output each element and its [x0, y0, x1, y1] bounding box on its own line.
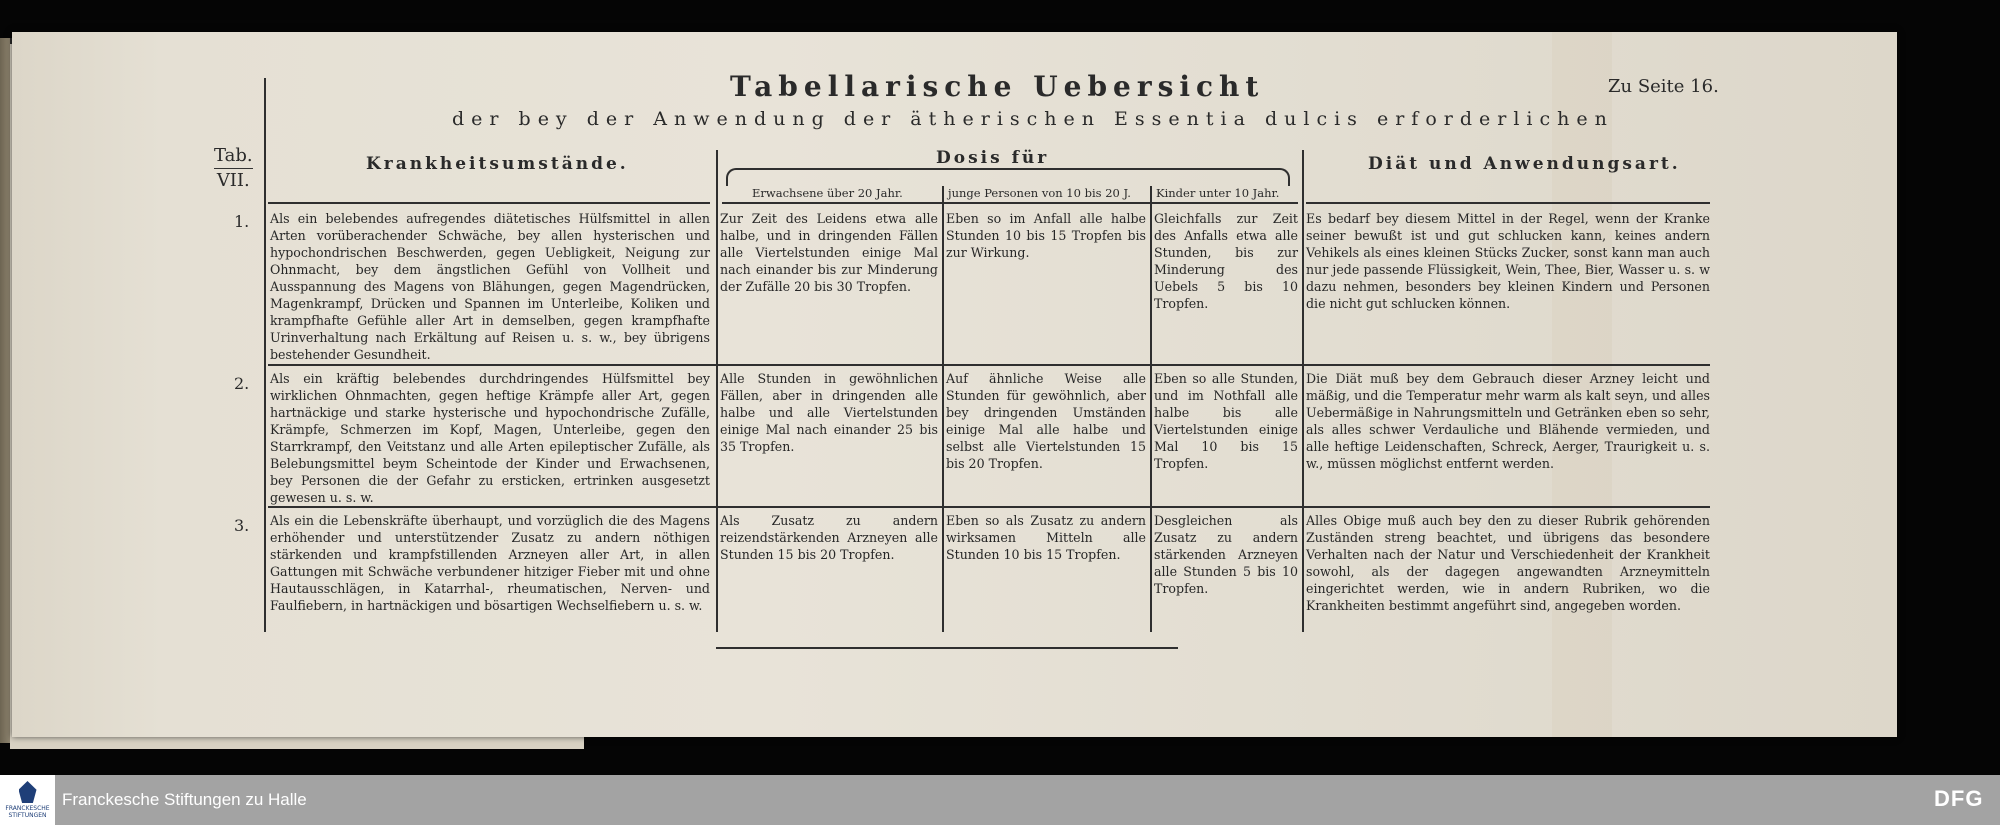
page-subtitle: der bey der Anwendung der ätherischen Essentia dulcis erforderlichen: [452, 108, 1614, 130]
institution-name: Franckesche Stiftungen zu Halle: [62, 790, 307, 809]
condition-cell: Als ein belebendes aufregendes diätetisches Hülfsmittel in allen Arten vorüberachender Schwäche, bey allen hysterischen und hypochondrischen Beschwerden, gegen Uebligkeit, Neigung zur Ohnmacht, bey dem ängstlichen Gefühl von Vollheit und Ausspannung des Magens von Blähungen, gegen Magendrücken, Magenkrampf, Drücken und Spannen im Unterleibe, Koliken und krampfhafte Gefühle aller Art in demselben, gegen krampfhafte Urinverhaltung nach Erkältung auf Reisen u. s. w., bey übrigens bestehender Gesundheit.: [270, 211, 710, 362]
condition-cell: Als ein kräftig belebendes durchdringendes Hülfsmittel bey wirklichen Ohnmachten, gegen heftige Krämpfe aller Art, gegen hartnäckige und starke hysterische und hypochondrische Zufälle, Krämpfe, Schmerzen im Kopf, Magen, Unterleibe, gegen den Starrkrampf, den Veitstanz und alle Arten epileptischer Zufälle, als Belebungsmittel beym Scheintode der Kinder und Erwachsenen, bey Personen die der Gefahr zu ersticken, ertrinken ausgesetzt gewesen u. s. w.: [270, 371, 710, 505]
diet-cell: Es bedarf bey diesem Mittel in der Regel, wenn der Kranke seiner bewußt ist und gut schlucken kann, keines andern Vehikels als eines kleinen Stücks Zucker, sonst kann man auch nur jede passende Flüssigkeit, Wein, Thee, Bier, Wasser u. s. w dazu nehmen, besonders bey kleinen Kindern und Personen die nicht gut schlucken können.: [1306, 211, 1710, 311]
column-rule: [716, 150, 718, 632]
institution-logo[interactable]: [0, 775, 55, 825]
column-rule: [1150, 186, 1152, 632]
header-rule: [722, 202, 1298, 204]
page-title: Tabellarische Uebersicht: [730, 70, 1265, 103]
header-children: Kinder unter 10 Jahr.: [1156, 186, 1280, 200]
dfg-logo[interactable]: DFG: [1934, 786, 1984, 811]
dose-adults-cell: Alle Stunden in gewöhnlichen Fällen, aber in dringenden alle halbe und alle Viertelstunden einige Mal nach einander 25 bis 35 Tropfen.: [720, 371, 938, 454]
header-youth: junge Personen von 10 bis 20 J.: [948, 186, 1131, 200]
table-number-label: Tab.: [214, 144, 253, 169]
dose-youth-cell: Auf ähnliche Weise alle Stunden für gewöhnlich, aber bey dringenden Umständen einige Mal alle halbe und selbst alle Viertelstunden 15 bis 20 Tropfen.: [946, 371, 1146, 471]
header-diet: Diät und Anwendungsart.: [1368, 154, 1681, 174]
logo-text: FRANCKESCHE STIFTUNGEN: [5, 805, 50, 819]
column-rule: [942, 186, 944, 632]
column-rule: [1302, 150, 1304, 632]
row-number: 2.: [234, 374, 250, 393]
header-dose: Dosis für: [936, 148, 1050, 168]
table-number-value: VII.: [216, 170, 250, 191]
dose-children-cell: Eben so alle Stunden, und im Nothfall alle halbe bis alle Viertelstunden einige Mal 10 bis 15 Tropfen.: [1154, 371, 1298, 471]
header-rule: [268, 202, 710, 204]
left-margin-rule: [264, 78, 266, 632]
dose-children-cell: Desgleichen als Zusatz zu andern stärkenden Arzneyen alle Stunden 5 bis 10 Tropfen.: [1154, 513, 1298, 596]
condition-cell: Als ein die Lebenskräfte überhaupt, und vorzüglich die des Magens erhöhender und unterstützender Zusatz zu andern nöthigen stärkenden und krampfstillenden Arzneyen aller Art, in allen Gattungen mit Schwäche verbundener hitziger Fieber mit und ohne Hautausschlägen, in Katarrhal-, rheumatischen, Nerven- und Faulfiebern, in hartnäckigen und bösartigen Wechselfiebern u. s. w.: [270, 513, 710, 613]
dose-youth-cell: Eben so als Zusatz zu andern wirksamen Mitteln alle Stunden 10 bis 15 Tropfen.: [946, 513, 1146, 562]
franckesche-logo-icon: [19, 781, 37, 803]
header-conditions: Krankheitsumstände.: [366, 154, 629, 174]
closing-rule: [716, 647, 1178, 649]
dose-children-cell: Gleichfalls zur Zeit des Anfalls etwa alle Stunden, bis zur Minderung des Uebels 5 bis 10 Tropfen.: [1154, 211, 1298, 311]
dose-youth-cell: Eben so im Anfall alle halbe Stunden 10 bis 15 Tropfen bis zur Wirkung.: [946, 211, 1146, 260]
header-rule: [1306, 202, 1710, 204]
header-adults: Erwachsene über 20 Jahr.: [752, 186, 903, 200]
dose-brace: [726, 168, 1290, 186]
dose-adults-cell: Als Zusatz zu andern reizendstärkenden Arzneyen alle Stunden 15 bis 20 Tropfen.: [720, 513, 938, 562]
diet-cell: Die Diät muß bey dem Gebrauch dieser Arzney leicht und mäßig, und die Temperatur mehr warm als kalt seyn, und alles Uebermäßige in Nahrungsmitteln und Getränken eben so sehr, als alles schwer Verdauliche und Blähende vermieden, und alle heftige Leidenschaften, Schreck, Aerger, Traurigkeit u. s. w., müssen möglichst entfernt werden.: [1306, 371, 1710, 471]
page-reference: Zu Seite 16.: [1608, 76, 1719, 97]
diet-cell: Alles Obige muß auch bey den zu dieser Rubrik gehörenden Zuständen streng beachtet, und übrigens das besondere Verhalten nach der Natur und Verschiedenheit der Krankheit sowohl, als der dagegen angewandten Arzneymitteln eingerichtet werden, wie in andern Rubriken, wo die Krankheiten bestimmt angeführt sind, angegeben worden.: [1306, 513, 1710, 613]
row-number: 3.: [234, 516, 250, 535]
row-separator: [268, 364, 1710, 366]
table-number: [214, 144, 253, 193]
row-number: 1.: [234, 212, 250, 231]
dose-adults-cell: Zur Zeit des Leidens etwa alle halbe, und in dringenden Fällen alle Viertelstunden einige Mal nach einander bis zur Minderung der Zufälle 20 bis 30 Tropfen.: [720, 211, 938, 294]
row-separator: [268, 506, 1710, 508]
